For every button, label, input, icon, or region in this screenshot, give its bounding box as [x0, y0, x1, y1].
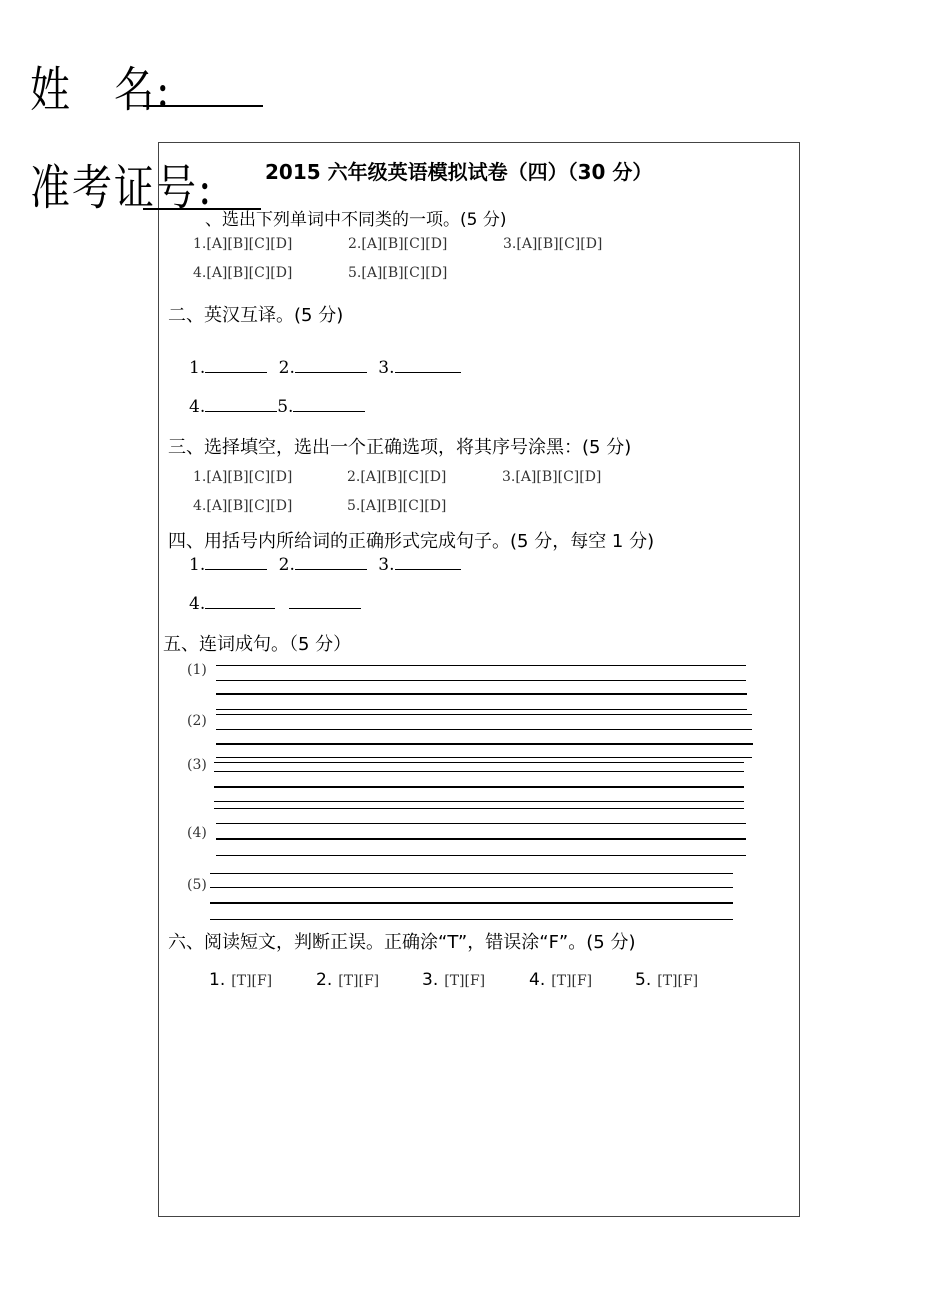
s6-options-2[interactable]: [T][F]: [338, 973, 380, 989]
s4-blank-5[interactable]: [289, 594, 361, 609]
s4-blank-2[interactable]: [295, 555, 367, 570]
s1-item-4[interactable]: 4.[A][B][C][D]: [193, 265, 293, 281]
s3-item-4[interactable]: 4.[A][B][C][D]: [193, 498, 293, 514]
s5-label-5: (5): [187, 877, 207, 893]
s4-row-2: [189, 594, 361, 614]
s5-label-2: (2): [187, 713, 207, 729]
s6-num-5: 5.: [635, 970, 652, 990]
s5-line[interactable]: [214, 771, 744, 772]
s1-item-3[interactable]: 3.[A][B][C][D]: [503, 236, 603, 252]
s6-options-4[interactable]: [T][F]: [551, 973, 593, 989]
section-1-heading: 、选出下列单词中不同类的一项。(5 分): [205, 210, 507, 230]
s5-line[interactable]: [214, 762, 744, 763]
s3-item-2[interactable]: 2.[A][B][C][D]: [347, 469, 447, 485]
s4-num-3: 3.: [378, 555, 395, 575]
s4-num-4: 4.: [189, 594, 206, 614]
s4-blank-1[interactable]: [205, 555, 267, 570]
s4-row-1: [189, 555, 461, 575]
section-4-heading: 四、用括号内所给词的正确形式完成句子。(5 分，每空 1 分): [168, 531, 655, 552]
section-6-heading: 六、阅读短文，判断正误。正确涂“T”，错误涂“F”。(5 分): [168, 932, 636, 953]
s5-line[interactable]: [216, 709, 747, 710]
name-label: 姓 名:: [30, 62, 172, 118]
s6-item-1[interactable]: [209, 970, 272, 990]
s5-line[interactable]: [210, 873, 733, 874]
s3-item-5[interactable]: 5.[A][B][C][D]: [347, 498, 447, 514]
s6-item-3[interactable]: [422, 970, 485, 990]
s2-blank-3[interactable]: [395, 358, 461, 373]
s6-item-5[interactable]: [635, 970, 698, 990]
s2-num-3: 3.: [378, 358, 395, 378]
s5-label-3: (3): [187, 757, 207, 773]
s5-line[interactable]: [214, 801, 744, 802]
s2-row-2: [189, 397, 365, 417]
s6-options-3[interactable]: [T][F]: [444, 973, 486, 989]
s5-line[interactable]: [216, 838, 746, 840]
s5-line[interactable]: [216, 665, 746, 666]
s2-blank-5[interactable]: [293, 397, 365, 412]
s1-item-1[interactable]: 1.[A][B][C][D]: [193, 236, 293, 252]
s4-blank-3[interactable]: [395, 555, 461, 570]
s2-num-2: 2.: [278, 358, 295, 378]
s3-item-3[interactable]: 3.[A][B][C][D]: [502, 469, 602, 485]
s3-item-1[interactable]: 1.[A][B][C][D]: [193, 469, 293, 485]
s6-item-4[interactable]: [529, 970, 592, 990]
s6-options-1[interactable]: [T][F]: [231, 973, 273, 989]
s5-line[interactable]: [214, 808, 744, 809]
section-5-heading: 五、连词成句。（5 分）: [163, 634, 352, 655]
s5-line[interactable]: [214, 786, 744, 788]
s6-num-3: 3.: [422, 970, 439, 990]
exam-number-label: 准考证号:: [30, 160, 214, 216]
s2-blank-2[interactable]: [295, 358, 367, 373]
s2-num-4: 4.: [189, 397, 206, 417]
s5-line[interactable]: [216, 743, 753, 745]
s2-blank-4[interactable]: [205, 397, 277, 412]
s5-line[interactable]: [216, 714, 752, 715]
s2-num-1: 1.: [189, 358, 206, 378]
s5-line[interactable]: [216, 729, 752, 730]
s5-line[interactable]: [216, 680, 746, 681]
s5-line[interactable]: [216, 757, 752, 758]
s1-item-5[interactable]: 5.[A][B][C][D]: [348, 265, 448, 281]
s2-blank-1[interactable]: [205, 358, 267, 373]
s1-item-2[interactable]: 2.[A][B][C][D]: [348, 236, 448, 252]
s5-line[interactable]: [210, 902, 733, 904]
s4-num-2: 2.: [278, 555, 295, 575]
page-title: 2015 六年级英语模拟试卷（四）（30 分）: [265, 160, 653, 184]
s6-item-2[interactable]: [316, 970, 379, 990]
s5-line[interactable]: [216, 693, 747, 695]
section-2-heading: 二、英汉互译。(5 分): [168, 305, 344, 326]
section-3-heading: 三、选择填空，选出一个正确选项，将其序号涂黑：(5 分): [168, 437, 632, 458]
s5-line[interactable]: [216, 823, 746, 824]
s6-options-5[interactable]: [T][F]: [657, 973, 699, 989]
s5-label-1: (1): [187, 662, 207, 678]
s5-label-4: (4): [187, 825, 207, 841]
s2-num-5: 5.: [277, 397, 294, 417]
s5-line[interactable]: [210, 887, 733, 888]
s5-line[interactable]: [210, 919, 733, 920]
s4-blank-4[interactable]: [205, 594, 275, 609]
s6-num-1: 1.: [209, 970, 226, 990]
s2-row-1: [189, 358, 461, 378]
s4-num-1: 1.: [189, 555, 206, 575]
s5-line[interactable]: [216, 855, 746, 856]
s6-num-4: 4.: [529, 970, 546, 990]
s6-num-2: 2.: [316, 970, 333, 990]
name-field[interactable]: [143, 105, 263, 107]
